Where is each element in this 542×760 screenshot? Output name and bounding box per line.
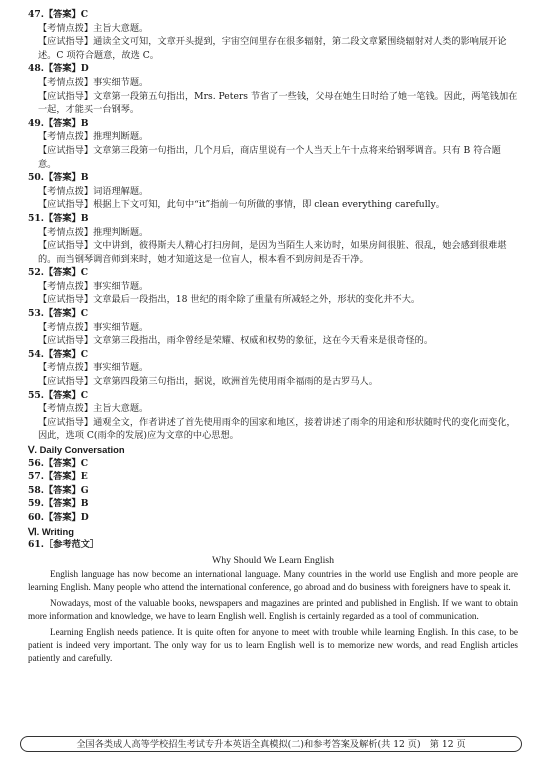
exam-point: 【考情点拨】事实细节题。 [38,362,149,374]
section-heading-daily-conversation: Ⅴ. Daily Conversation [28,444,125,455]
answer-head: 60.【答案】D [28,511,89,523]
answer-head: 55.【答案】C [28,389,89,401]
exam-point: 【考情点拨】事实细节题。 [38,321,149,333]
section-heading-writing: Ⅵ. Writing [28,525,74,537]
answer-item [28,62,518,116]
exam-point: 【考情点拨】推理判断题。 [38,131,149,143]
exam-point: 【考情点拨】推理判断题。 [38,226,149,238]
answer-head: 51.【答案】B [28,212,89,224]
answer-item [28,348,518,389]
answer-head: 57.【答案】E [28,471,88,483]
guidance: 【应试指导】通读全文可知，文章开头提到，宇宙空间里存在很多辐射，第二段文章紧围绕辐射对人类的影响展开论述。C 项符合题意，故选 C。 [38,36,507,61]
page-footer: 全国各类成人高等学校招生考试专升本英语全真模拟(二)和参考答案及解析(共 12 页) 第 12 页 [20,736,522,752]
answer-head: 56.【答案】C [28,457,89,469]
answer-head: 48.【答案】D [28,63,89,75]
guidance: 【应试指导】文章第四段第三句指出，据说，欧洲首先使用雨伞福雨的是古罗马人。 [38,376,378,388]
guidance: 【应试指导】文中讲到，彼得斯夫人精心打扫房间，是因为当陌生人来访时，如果房间很脏、很乱，她会感到很难堪的。而当钢琴调音师到来时，她才知道这是一位盲人，根本看不到房间是否干净。 [38,240,507,265]
answer-item [28,266,518,307]
answer-head: 54.【答案】C [28,348,89,360]
answer-head: 61.［参考范文］ [28,539,100,551]
essay-paragraph: Nowadays, most of the valuable books, newspapers and magazines are printed and published in English. If we want to obtain more information and knowledge, we have to learn English well. English is certainly regarded as a tool of communication. [28,597,518,621]
essay-title: Why Should We Learn English [211,554,335,566]
answer-item [28,117,518,171]
answer-list [28,8,518,443]
answer-item [28,8,518,62]
answer-head: 59.【答案】B [28,498,89,510]
answer-head: 53.【答案】C [28,308,89,320]
answer-head: 52.【答案】C [28,267,89,279]
answer-head: 50.【答案】B [28,172,89,184]
essay-paragraph: English language has now become an international language. Many countries in the world use English and more people are learning English. Many people who attend the international conference, go abroad and do business with foreigners have to speak it. [28,568,518,592]
guidance: 【应试指导】根据上下文可知，此句中“it”指前一句所做的事情，即 clean everything carefully。 [38,199,445,211]
exam-point: 【考情点拨】主旨大意题。 [38,403,149,415]
exam-point: 【考情点拨】事实细节题。 [38,76,149,88]
exam-point: 【考情点拨】词语理解题。 [38,185,149,197]
guidance: 【应试指导】文章最后一段指出，18 世纪的雨伞除了重量有所减轻之外，形状的变化并不大。 [38,294,421,306]
answer-item [28,389,518,443]
exam-point: 【考情点拨】主旨大意题。 [38,22,149,34]
exam-point: 【考情点拨】事实细节题。 [38,280,149,292]
answer-head: 49.【答案】B [28,117,89,129]
answer-head: 47.【答案】C [28,9,89,20]
answer-item [28,307,518,348]
answer-head: 58.【答案】G [28,484,89,496]
answer-item [28,212,518,266]
guidance: 【应试指导】文章第一段第五句指出，Mrs. Peters 节省了一些钱，父母在她生日时给了她一笔钱。因此，两笔钱加在一起，才能买一台钢琴。 [38,90,518,116]
document-body [28,8,518,668]
answer-item [28,171,518,212]
guidance: 【应试指导】文章第三段第一句指出，几个月后，商店里说有一个人当天上午十点将来给钢琴调音。只有 B 符合题意。 [38,144,501,170]
guidance: 【应试指导】通观全文，作者讲述了首先使用雨伞的国家和地区，接着讲述了雨伞的用途和形状随时代的变化而变化，因此，选项 C(雨伞的发展)应为文章的中心思想。 [38,416,516,442]
essay-paragraph: Learning English needs patience. It is quite often for anyone to meet with trouble while learning English. In this case, to be patient is indeed very important. The only way for us to learn English well is to memorize new words, and read English articles patiently and carefully. [28,626,518,663]
guidance: 【应试指导】文章第三段指出，雨伞曾经是荣耀、权威和权势的象征，这在今天看来是很奇怪的。 [38,335,434,347]
